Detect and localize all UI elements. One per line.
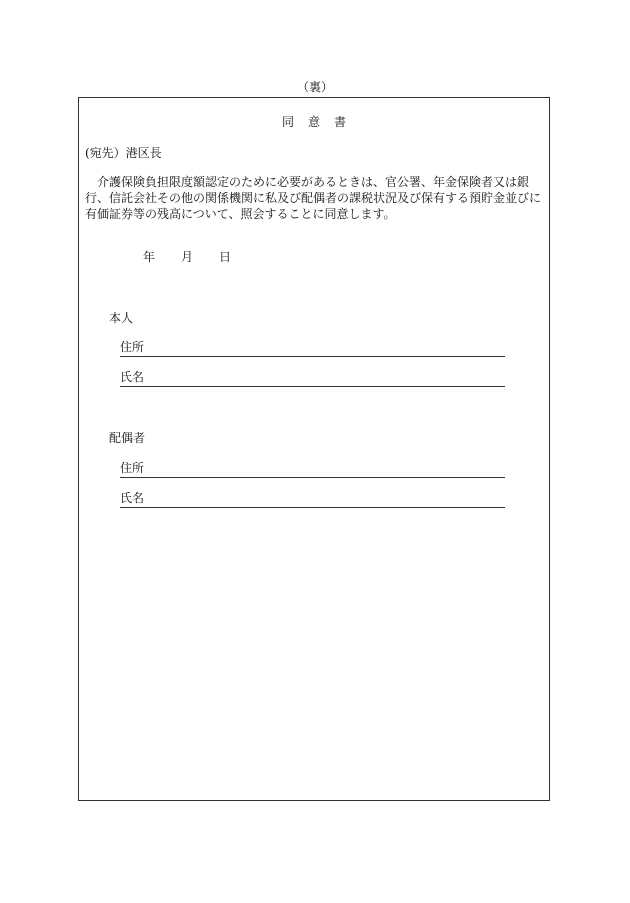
principal-name-label: 氏名 <box>120 370 145 384</box>
consent-statement: 介護保険負担限度額認定のために必要があるときは、官公署、年金保険者又は銀行、信託会社その他の関係機関に私及び配偶者の課税状況及び保有する預貯金並びに有価証券等の残高について、照会することに同意します。 <box>85 175 542 221</box>
addressee: (宛先）港区長 <box>85 146 162 160</box>
spouse-name-label: 氏名 <box>120 491 145 505</box>
form-title: 同意書 <box>281 115 360 129</box>
principal-name-field[interactable] <box>120 370 505 387</box>
date-line <box>143 250 231 264</box>
date-day-label: 日 <box>219 250 232 264</box>
spouse-heading: 配偶者 <box>109 431 146 445</box>
page-side-label: （裏） <box>296 80 333 94</box>
date-year-label: 年 <box>143 250 156 264</box>
principal-address-label: 住所 <box>120 340 145 354</box>
spouse-address-field[interactable] <box>120 461 505 478</box>
consent-form <box>78 97 550 801</box>
date-month-label: 月 <box>181 250 194 264</box>
principal-address-field[interactable] <box>120 340 505 357</box>
principal-heading: 本人 <box>109 311 134 325</box>
spouse-address-label: 住所 <box>120 461 145 475</box>
spouse-name-field[interactable] <box>120 491 505 508</box>
